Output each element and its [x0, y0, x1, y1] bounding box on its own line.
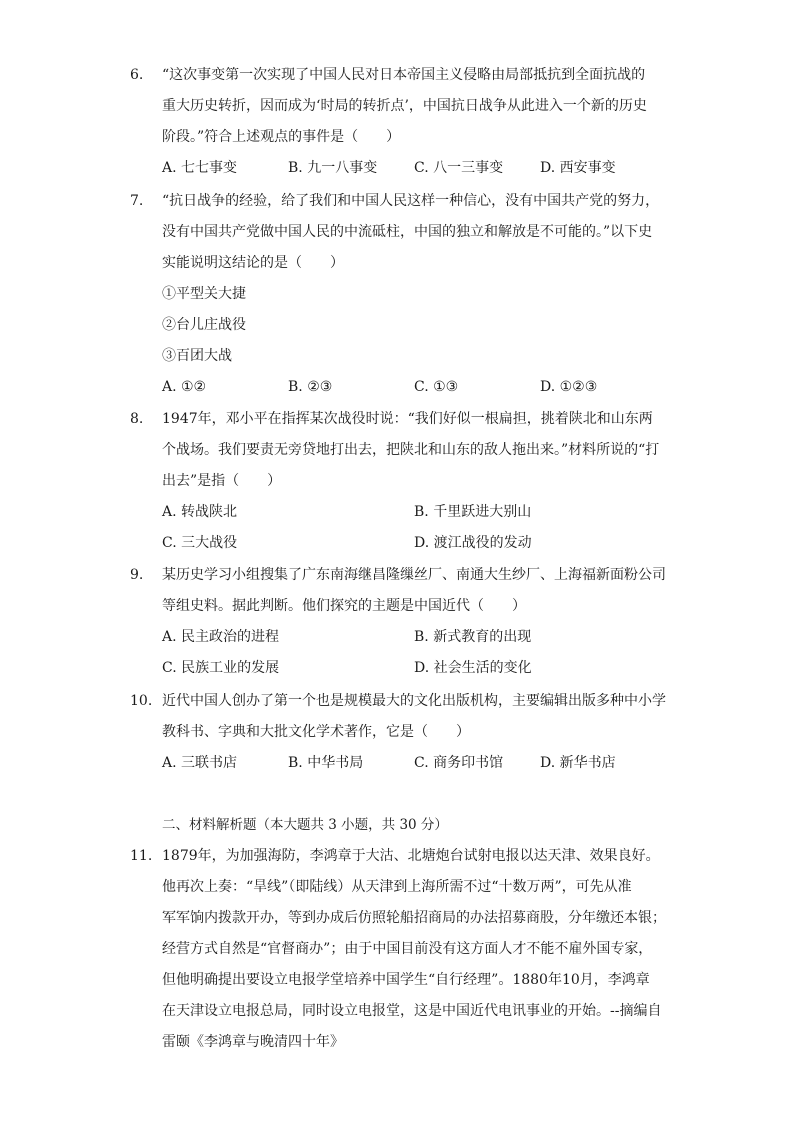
question-body: [162, 186, 672, 403]
question-number: 11.: [130, 848, 153, 864]
question-number: 8.: [130, 411, 144, 427]
material-source-line: 雷颐《李鸿章与晚清四十年》: [162, 1034, 344, 1050]
option-a: A. 七七事变: [162, 160, 238, 176]
question-body: [162, 686, 672, 779]
options-row: [162, 153, 672, 184]
option-d: D. 渡江战役的发动: [414, 535, 532, 551]
question-text-line: 等组史料。据此判断。他们探究的主题是中国近代（ ）: [162, 598, 526, 614]
statement-item: ②台儿庄战役: [162, 317, 246, 333]
question-text-line: 个战场。我们要责无旁贷地打出去，把陕北和山东的敌人拖出来。”材料所说的“打: [162, 442, 660, 458]
options-row: [162, 622, 672, 653]
statement-item: ①平型关大捷: [162, 286, 246, 302]
material-text-line: 军军饷内拨款开办，等到办成后仿照轮船招商局的办法招募商股，分年缴还本银；: [162, 910, 666, 926]
material-text-line: 但他明确提出要设立电报学堂培养中国学生“自行经理”。1880年10月，李鸿章: [162, 972, 650, 988]
option-b: B. 新式教育的出现: [414, 629, 532, 645]
options-row: [162, 748, 672, 779]
option-d: D. 西安事变: [540, 160, 616, 176]
question-text-line: 1947年，邓小平在指挥某次战役时说：“我们好似一根扁担，挑着陕北和山东两: [162, 411, 653, 427]
options-row: [162, 653, 672, 684]
question-text-line: “这次事变第一次实现了中国人民对日本帝国主义侵略由局部抵抗到全面抗战的: [162, 67, 646, 83]
option-d: D. 新华书店: [540, 755, 616, 771]
question-text-line: 近代中国人创办了第一个也是规模最大的文化出版机构，主要编辑出版多种中小学: [162, 693, 666, 709]
question-text-line: 实能说明这结论的是（ ）: [162, 255, 344, 271]
statement-item: ③百团大战: [162, 348, 232, 364]
question-body: [162, 560, 672, 684]
question-text-line: 某历史学习小组搜集了广东南海继昌隆缫丝厂、南通大生纱厂、上海福新面粉公司: [162, 567, 666, 583]
option-b: B. ②③: [288, 379, 333, 395]
question-text-line: 重大历史转折，因而成为‘时局的转折点’，中国抗日战争从此进入一个新的历史: [162, 98, 647, 114]
material-text-line: 他再次上奏：“旱线”（即陆线）从天津到上海所需不过“十数万两”，可先从准: [162, 879, 632, 895]
option-c: C. 三大战役: [162, 535, 238, 551]
question-number: 9.: [130, 567, 144, 583]
option-c: C. 商务印书馆: [414, 755, 504, 771]
option-c: C. 民族工业的发展: [162, 660, 280, 676]
options-row: [162, 372, 672, 403]
option-b: B. 中华书局: [288, 755, 364, 771]
material-text-line: 1879年，为加强海防，李鸿章于大沽、北塘炮台试射电报以达天津、效果良好。: [162, 848, 660, 864]
question-text-line: 阶段。”符合上述观点的事件是（ ）: [162, 129, 401, 145]
question-text-line: 没有中国共产党做中国人民的中流砥柱，中国的独立和解放是不可能的。”以下史: [162, 224, 653, 240]
material-text-line: 经营方式自然是“官督商办”；由于中国目前没有这方面人才不能不雇外国专家，: [162, 941, 653, 957]
question-number: 6.: [130, 67, 144, 83]
option-d: D. 社会生活的变化: [414, 660, 532, 676]
options-row: [162, 528, 672, 559]
question-body: [162, 60, 672, 184]
question-number: 7.: [130, 193, 144, 209]
option-c: C. ①③: [414, 379, 459, 395]
option-a: A. ①②: [162, 379, 207, 395]
option-a: A. 转战陕北: [162, 504, 238, 520]
option-d: D. ①②③: [540, 379, 598, 395]
option-b: B. 九一八事变: [288, 160, 378, 176]
section-heading: 二、材料解析题（本大题共 3 小题，共 30 分）: [162, 817, 448, 833]
question-text-line: “抗日战争的经验，给了我们和中国人民这样一种信心，没有中国共产党的努力，: [162, 193, 660, 209]
question-text-line: 教科书、字典和大批文化学术著作，它是（ ）: [162, 724, 470, 740]
question-body: [162, 404, 672, 559]
options-row: [162, 497, 672, 528]
option-b: B. 千里跃进大别山: [414, 504, 532, 520]
option-c: C. 八一三事变: [414, 160, 504, 176]
option-a: A. 民主政治的进程: [162, 629, 280, 645]
option-a: A. 三联书店: [162, 755, 238, 771]
question-number: 10.: [130, 693, 153, 709]
question-body: [162, 841, 672, 1058]
question-text-line: 出去”是指（ ）: [162, 473, 282, 489]
material-text-line: 在天津设立电报总局，同时设立电报堂，这是中国近代电讯事业的开始。--摘编自: [162, 1003, 662, 1019]
